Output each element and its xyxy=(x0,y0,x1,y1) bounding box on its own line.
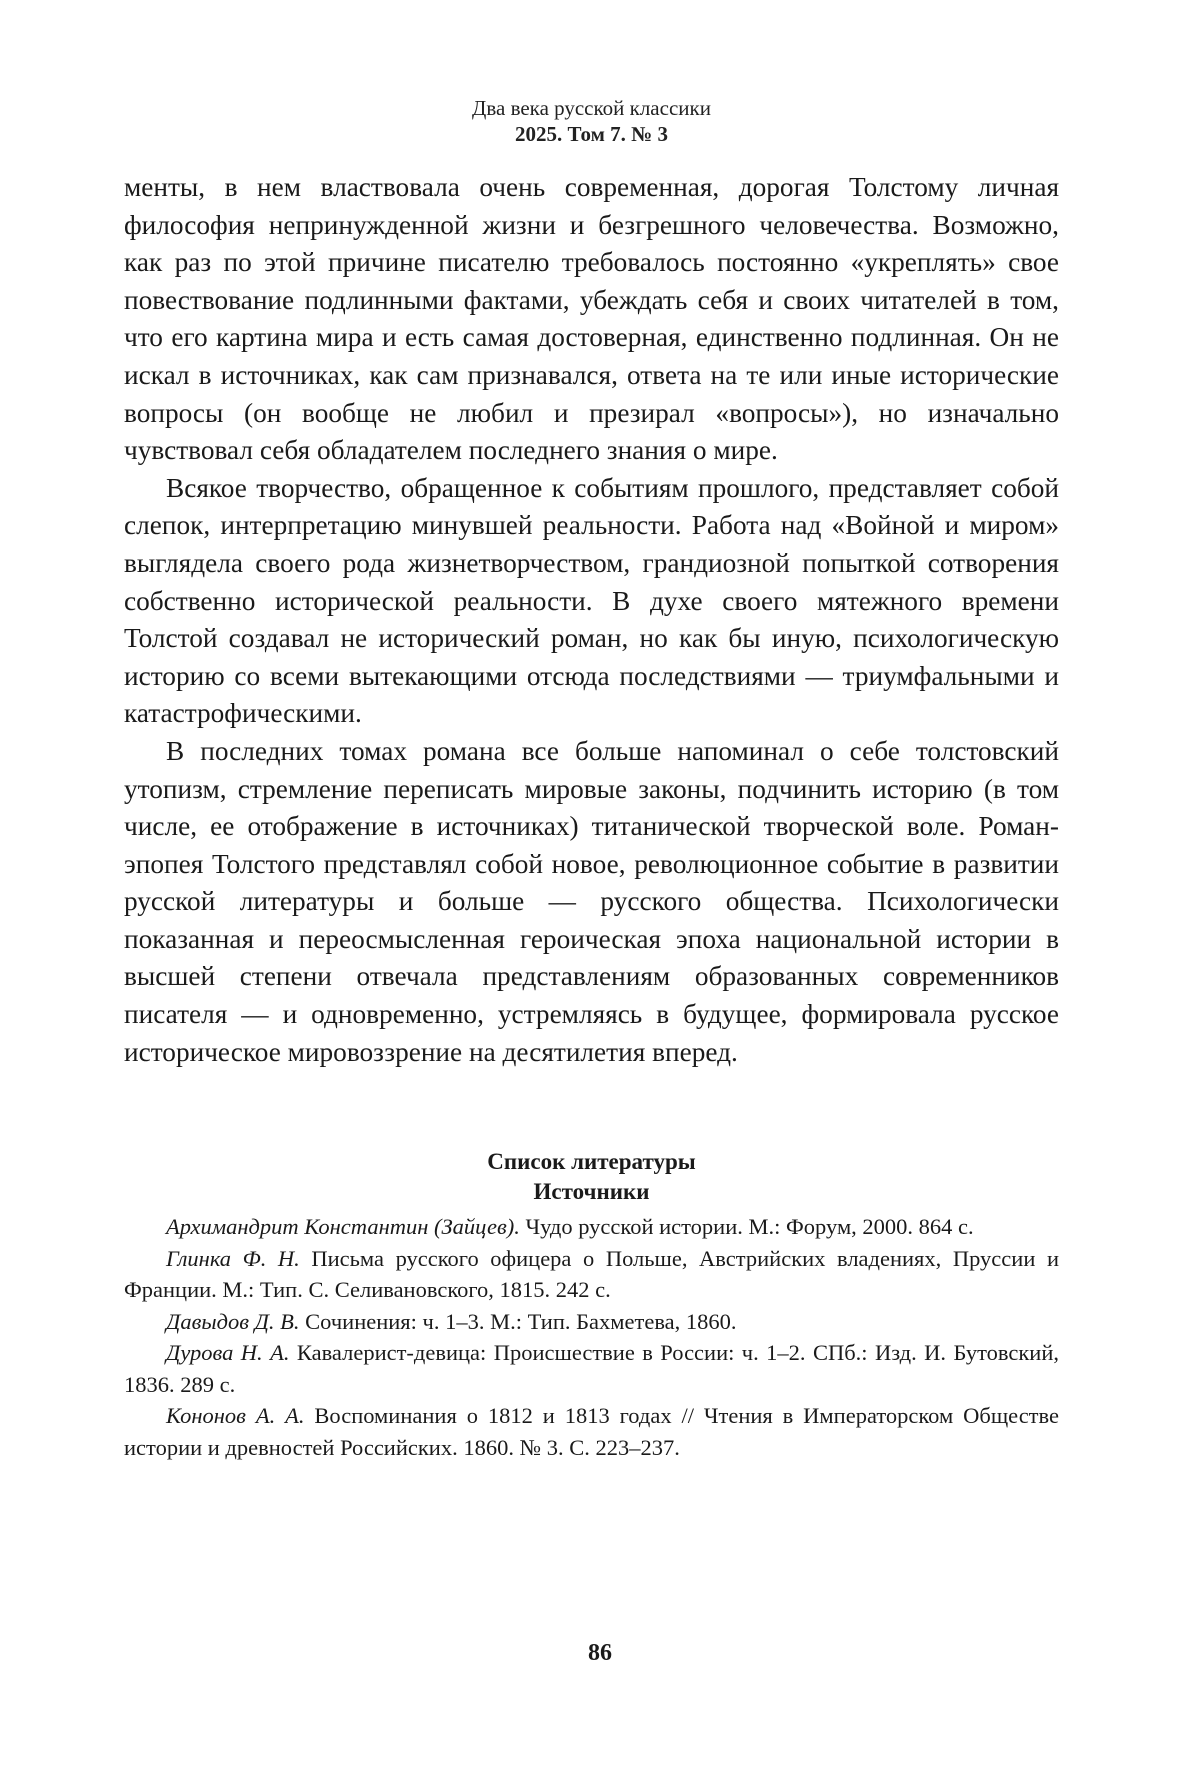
reference-text: Сочинения: ч. 1–3. М.: Тип. Бахметева, 1860. xyxy=(300,1309,737,1334)
body-paragraph: Всякое творчество, обращенное к событиям прошлого, представляет собой слепок, интерпретацию минувшей реальности. Работа над «Войной и миром» выглядела своего рода жизнетворчеством, грандиозной попыткой сотворения собственно исторической реальности. В духе своего мятежного времени Толстой создавал не исторический роман, но как бы иную, психологическую историю со всеми вытекающими отсюда последствиями — триумфальными и катастрофическими. xyxy=(124,470,1059,733)
body-paragraph: В последних томах романа все больше напоминал о себе толстовский утопизм, стремление переписать мировые законы, подчинить историю (в том числе, ее отображение в источниках) титанической творческой воле. Роман-эпопея Толстого представлял собой новое, революционное событие в развитии русской литературы и больше — русского общества. Психологически показанная и переосмысленная героическая эпоха национальной истории в высшей степени отвечала представлениям образованных современников писателя — и одновременно, устремляясь в будущее, формировала русское историческое мировоззрение на десятилетия вперед. xyxy=(124,733,1059,1071)
page-number: 86 xyxy=(0,1640,1200,1667)
reference-author: Давыдов Д. В. xyxy=(166,1309,300,1334)
reference-item xyxy=(124,1243,1059,1306)
reference-item xyxy=(124,1337,1059,1400)
references-title: Список литературы xyxy=(124,1147,1059,1177)
reference-author: Кононов А. А. xyxy=(166,1403,304,1428)
body-paragraph: менты, в нем властвовала очень современная, дорогая Толстому личная философия непринужденной жизни и безгрешного человечества. Возможно, как раз по этой причине писателю требовалось постоянно «укреплять» свое повествование подлинными фактами, убеждать себя и своих читателей в том, что его картина мира и есть самая достоверная, единственно подлинная. Он не искал в источниках, как сам признавался, ответа на те или иные исторические вопросы (он вообще не любил и презирал «вопросы»), но изначально чувствовал себя обладателем последнего знания о мире. xyxy=(124,169,1059,470)
journal-title: Два века русской классики xyxy=(124,95,1059,121)
reference-text: Чудо русской истории. М.: Форум, 2000. 864 с. xyxy=(520,1214,974,1239)
reference-author: Дурова Н. А. xyxy=(166,1340,289,1365)
issue-info: 2025. Том 7. № 3 xyxy=(124,121,1059,147)
references-list xyxy=(124,1211,1059,1463)
references-heading xyxy=(124,1147,1059,1207)
reference-text: Письма русского офицера о Польше, Австрийских владениях, Пруссии и Франции. М.: Тип. С. Селивановского, 1815. 242 с. xyxy=(124,1246,1059,1303)
reference-text: Воспоминания о 1812 и 1813 годах // Чтения в Императорском Обществе истории и древностей Российских. 1860. № 3. С. 223–237. xyxy=(124,1403,1059,1460)
reference-item xyxy=(124,1211,1059,1243)
reference-item xyxy=(124,1306,1059,1338)
running-head xyxy=(124,95,1059,147)
references-subtitle: Источники xyxy=(124,1177,1059,1207)
reference-text: Кавалерист-девица: Происшествие в России: ч. 1–2. СПб.: Изд. И. Бутовский, 1836. 289 с. xyxy=(124,1340,1059,1397)
reference-author: Глинка Ф. Н. xyxy=(166,1246,300,1271)
body-text xyxy=(124,169,1059,1071)
reference-item xyxy=(124,1400,1059,1463)
reference-author: Архимандрит Константин (Зайцев). xyxy=(166,1214,520,1239)
page xyxy=(124,95,1059,1463)
